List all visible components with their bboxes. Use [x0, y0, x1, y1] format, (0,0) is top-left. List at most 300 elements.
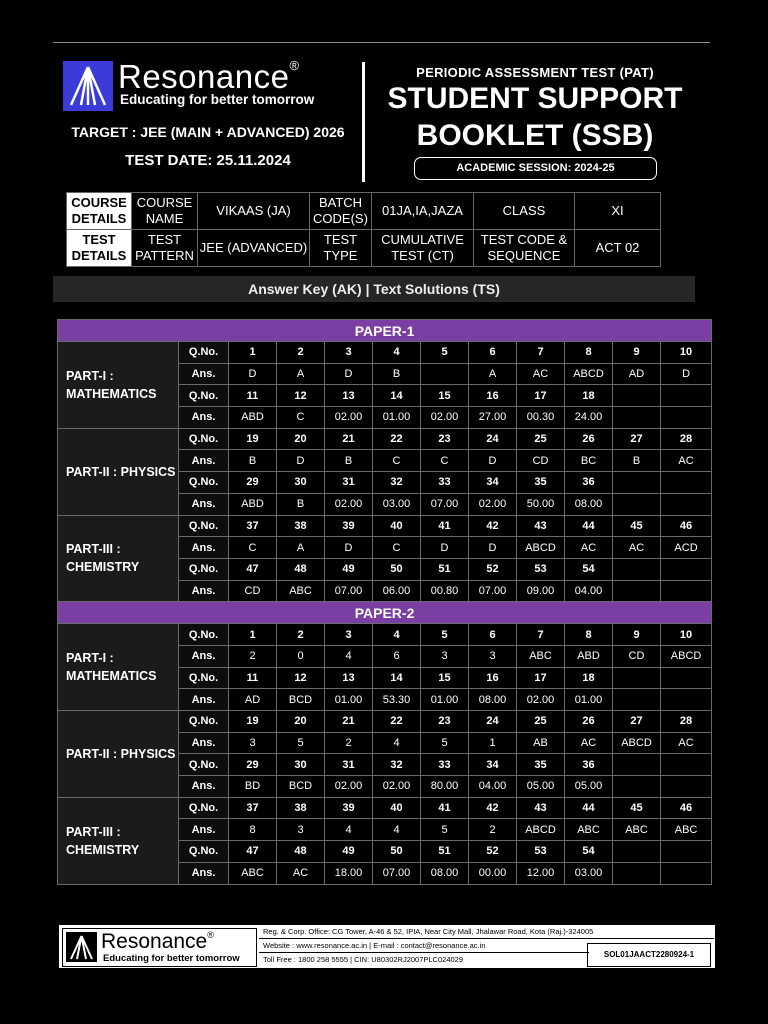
- answer-cell: 05.00: [517, 776, 565, 798]
- ans-label: Ans.: [179, 732, 229, 754]
- answer-cell: [661, 776, 712, 798]
- question-number-cell: 30: [277, 472, 325, 494]
- question-number-cell: 32: [373, 472, 421, 494]
- answer-cell: 07.00: [373, 862, 421, 884]
- answer-cell: [661, 689, 712, 711]
- answer-cell: 2: [325, 732, 373, 754]
- answer-cell: ABCD: [661, 645, 712, 667]
- paper-header-row: [58, 602, 712, 624]
- answer-cell: AB: [517, 732, 565, 754]
- answer-cell: D: [469, 450, 517, 472]
- answer-cell: 01.00: [373, 407, 421, 429]
- question-number-cell: 41: [421, 797, 469, 819]
- question-number-cell: 36: [565, 754, 613, 776]
- answer-cell: 00.00: [469, 862, 517, 884]
- question-number-cell: 37: [229, 515, 277, 537]
- answer-cell: B: [613, 450, 661, 472]
- question-number-cell: 9: [613, 342, 661, 364]
- qno-label: Q.No.: [179, 667, 229, 689]
- ans-label: Ans.: [179, 580, 229, 602]
- question-number-cell: 21: [325, 711, 373, 733]
- question-number-cell: 6: [469, 624, 517, 646]
- question-number-cell: 24: [469, 711, 517, 733]
- answer-cell: [613, 493, 661, 515]
- answer-cell: AC: [565, 732, 613, 754]
- answer-cell: 53.30: [373, 689, 421, 711]
- question-number-cell: 15: [421, 667, 469, 689]
- answer-cell: ABCD: [613, 732, 661, 754]
- qno-label: Q.No.: [179, 558, 229, 580]
- footer-web: Website : www.resonance.ac.in | E-mail : contact@resonance.ac.in: [259, 939, 589, 953]
- answer-cell: ABC: [517, 645, 565, 667]
- qno-label: Q.No.: [179, 711, 229, 733]
- question-number-cell: 1: [229, 624, 277, 646]
- ans-label: Ans.: [179, 450, 229, 472]
- question-number-cell: 5: [421, 624, 469, 646]
- answer-cell: 02.00: [469, 493, 517, 515]
- details-cell: 01JA,IA,JAZA: [372, 193, 474, 230]
- question-number-cell: 29: [229, 472, 277, 494]
- answer-key-banner: Answer Key (AK) | Text Solutions (TS): [53, 276, 695, 302]
- question-number-cell: 41: [421, 515, 469, 537]
- question-number-cell: 37: [229, 797, 277, 819]
- question-number-cell: 8: [565, 342, 613, 364]
- answer-cell: 02.00: [373, 776, 421, 798]
- question-number-cell: 20: [277, 428, 325, 450]
- answer-cell: 04.00: [565, 580, 613, 602]
- answer-cell: A: [277, 363, 325, 385]
- question-number-cell: 35: [517, 472, 565, 494]
- question-number-cell: 23: [421, 711, 469, 733]
- question-number-cell: 51: [421, 558, 469, 580]
- answer-cell: 08.00: [565, 493, 613, 515]
- qno-label: Q.No.: [179, 385, 229, 407]
- question-number-cell: 3: [325, 624, 373, 646]
- answer-cell: C: [373, 450, 421, 472]
- pat-heading: PERIODIC ASSESSMENT TEST (PAT): [416, 65, 654, 80]
- part-label: PART-III : CHEMISTRY: [58, 515, 179, 602]
- answer-cell: 03.00: [565, 862, 613, 884]
- answer-cell: AD: [229, 689, 277, 711]
- details-cell: ACT 02: [575, 230, 661, 267]
- target-exam: TARGET : JEE (MAIN + ADVANCED) 2026: [71, 124, 345, 140]
- question-number-cell: 51: [421, 841, 469, 863]
- question-number-cell: 49: [325, 558, 373, 580]
- answer-cell: 80.00: [421, 776, 469, 798]
- qno-label: Q.No.: [179, 624, 229, 646]
- answer-cell: [661, 580, 712, 602]
- ans-label: Ans.: [179, 776, 229, 798]
- answer-cell: 07.00: [469, 580, 517, 602]
- question-number-cell: 11: [229, 667, 277, 689]
- answer-cell: 3: [277, 819, 325, 841]
- question-number-cell: 26: [565, 428, 613, 450]
- answer-cell: 5: [421, 819, 469, 841]
- qno-label: Q.No.: [179, 754, 229, 776]
- answer-cell: 08.00: [469, 689, 517, 711]
- question-number-cell: 26: [565, 711, 613, 733]
- question-number-cell: [661, 385, 712, 407]
- answer-cell: 50.00: [517, 493, 565, 515]
- answer-cell: ABCD: [517, 819, 565, 841]
- details-cell: CLASS: [474, 193, 575, 230]
- answer-cell: 09.00: [517, 580, 565, 602]
- ans-label: Ans.: [179, 407, 229, 429]
- question-number-cell: 28: [661, 711, 712, 733]
- header-divider: [362, 62, 365, 182]
- answer-cell: ABC: [613, 819, 661, 841]
- resonance-logo-icon: [63, 61, 113, 111]
- question-number-cell: 4: [373, 624, 421, 646]
- answer-cell: AC: [565, 537, 613, 559]
- answer-cell: [661, 493, 712, 515]
- paper-header-row: [58, 320, 712, 342]
- question-number-cell: 38: [277, 515, 325, 537]
- answer-cell: 5: [277, 732, 325, 754]
- question-number-cell: 18: [565, 385, 613, 407]
- answer-cell: 01.00: [565, 689, 613, 711]
- question-number-cell: 18: [565, 667, 613, 689]
- answer-cell: 00.80: [421, 580, 469, 602]
- answer-cell: 07.00: [325, 580, 373, 602]
- question-number-row: [58, 797, 712, 819]
- answer-cell: D: [325, 537, 373, 559]
- question-number-cell: 3: [325, 342, 373, 364]
- footer-logo: [62, 928, 257, 967]
- resonance-logo-icon: [66, 932, 97, 962]
- answer-cell: 03.00: [373, 493, 421, 515]
- answer-cell: AC: [277, 862, 325, 884]
- answer-cell: ABC: [565, 819, 613, 841]
- question-number-cell: 33: [421, 472, 469, 494]
- top-rule: [53, 42, 710, 43]
- question-number-cell: 30: [277, 754, 325, 776]
- answer-cell: 6: [373, 645, 421, 667]
- question-number-cell: 1: [229, 342, 277, 364]
- details-cell: BATCH CODE(S): [310, 193, 372, 230]
- ans-label: Ans.: [179, 645, 229, 667]
- answer-cell: 3: [469, 645, 517, 667]
- answer-cell: 02.00: [421, 407, 469, 429]
- question-number-cell: 20: [277, 711, 325, 733]
- answer-cell: BD: [229, 776, 277, 798]
- question-number-cell: 40: [373, 797, 421, 819]
- question-number-cell: 43: [517, 797, 565, 819]
- qno-label: Q.No.: [179, 472, 229, 494]
- answer-cell: [661, 407, 712, 429]
- question-number-cell: [613, 754, 661, 776]
- question-number-cell: 11: [229, 385, 277, 407]
- question-number-cell: 49: [325, 841, 373, 863]
- qno-label: Q.No.: [179, 342, 229, 364]
- question-number-cell: 2: [277, 624, 325, 646]
- paper-title: PAPER-2: [58, 602, 712, 624]
- ans-label: Ans.: [179, 862, 229, 884]
- answer-cell: C: [421, 450, 469, 472]
- details-cell: VIKAAS (JA): [198, 193, 310, 230]
- question-number-cell: 35: [517, 754, 565, 776]
- question-number-cell: 13: [325, 385, 373, 407]
- question-number-cell: 9: [613, 624, 661, 646]
- question-number-cell: 19: [229, 428, 277, 450]
- question-number-cell: 17: [517, 385, 565, 407]
- question-number-cell: 12: [277, 385, 325, 407]
- question-number-cell: 19: [229, 711, 277, 733]
- question-number-row: [58, 342, 712, 364]
- question-number-cell: 7: [517, 624, 565, 646]
- qno-label: Q.No.: [179, 515, 229, 537]
- answer-cell: 4: [373, 732, 421, 754]
- answer-cell: 01.00: [325, 689, 373, 711]
- question-number-cell: 10: [661, 624, 712, 646]
- question-number-cell: 28: [661, 428, 712, 450]
- answer-cell: 2: [469, 819, 517, 841]
- details-cell: JEE (ADVANCED): [198, 230, 310, 267]
- answer-cell: ABD: [565, 645, 613, 667]
- question-number-cell: 27: [613, 428, 661, 450]
- answer-cell: B: [277, 493, 325, 515]
- answer-cell: 06.00: [373, 580, 421, 602]
- question-number-cell: 24: [469, 428, 517, 450]
- answer-cell: 00.30: [517, 407, 565, 429]
- answer-cell: 1: [469, 732, 517, 754]
- answer-cell: 2: [229, 645, 277, 667]
- footer-tagline: Educating for better tomorrow: [103, 953, 240, 964]
- footer-office: Reg. & Corp. Office: CG Tower, A-46 & 52, IPIA, Near City Mall, Jhalawar Road, Kota (Raj.)-324005: [259, 925, 714, 939]
- details-cell: COURSE NAME: [132, 193, 198, 230]
- answer-cell: B: [373, 363, 421, 385]
- question-number-cell: 31: [325, 472, 373, 494]
- answer-cell: 0: [277, 645, 325, 667]
- question-number-cell: 27: [613, 711, 661, 733]
- question-number-cell: 34: [469, 472, 517, 494]
- answer-cell: 08.00: [421, 862, 469, 884]
- question-number-cell: 45: [613, 797, 661, 819]
- answer-cell: A: [469, 363, 517, 385]
- answer-cell: D: [229, 363, 277, 385]
- question-number-cell: 50: [373, 841, 421, 863]
- answer-cell: C: [229, 537, 277, 559]
- question-number-cell: 34: [469, 754, 517, 776]
- ans-label: Ans.: [179, 689, 229, 711]
- answer-cell: 07.00: [421, 493, 469, 515]
- answer-cell: ABCD: [565, 363, 613, 385]
- question-number-cell: 39: [325, 515, 373, 537]
- solution-code: SOL01JAACT2280924-1: [587, 943, 711, 967]
- question-number-cell: 14: [373, 385, 421, 407]
- qno-label: Q.No.: [179, 797, 229, 819]
- answer-cell: 3: [421, 645, 469, 667]
- part-label: PART-III : CHEMISTRY: [58, 797, 179, 884]
- answer-cell: [613, 407, 661, 429]
- footer: [59, 925, 715, 968]
- question-number-cell: [661, 558, 712, 580]
- answer-cell: AC: [613, 537, 661, 559]
- answer-cell: BCD: [277, 776, 325, 798]
- question-number-row: [58, 515, 712, 537]
- question-number-cell: [661, 841, 712, 863]
- answer-cell: CD: [613, 645, 661, 667]
- answer-cell: D: [661, 363, 712, 385]
- question-number-row: [58, 428, 712, 450]
- part-label: PART-II : PHYSICS: [58, 428, 179, 515]
- answer-cell: 3: [229, 732, 277, 754]
- answer-cell: 02.00: [325, 493, 373, 515]
- question-number-cell: 13: [325, 667, 373, 689]
- answer-cell: 27.00: [469, 407, 517, 429]
- question-number-cell: 48: [277, 558, 325, 580]
- answer-cell: 02.00: [325, 407, 373, 429]
- ans-label: Ans.: [179, 537, 229, 559]
- answer-cell: AD: [613, 363, 661, 385]
- question-number-cell: 46: [661, 515, 712, 537]
- academic-session-badge: ACADEMIC SESSION: 2024-25: [414, 157, 657, 180]
- answer-cell: C: [373, 537, 421, 559]
- question-number-cell: 8: [565, 624, 613, 646]
- question-number-cell: 12: [277, 667, 325, 689]
- question-number-cell: 50: [373, 558, 421, 580]
- question-number-cell: 22: [373, 428, 421, 450]
- question-number-cell: 16: [469, 385, 517, 407]
- details-cell: TEST PATTERN: [132, 230, 198, 267]
- answer-cell: AC: [517, 363, 565, 385]
- answer-cell: AC: [661, 732, 712, 754]
- question-number-cell: 40: [373, 515, 421, 537]
- answer-cell: B: [325, 450, 373, 472]
- answer-cell: AC: [661, 450, 712, 472]
- answer-cell: ABD: [229, 407, 277, 429]
- question-number-cell: 48: [277, 841, 325, 863]
- question-number-cell: 54: [565, 558, 613, 580]
- answer-cell: C: [277, 407, 325, 429]
- question-number-cell: 42: [469, 797, 517, 819]
- answer-cell: 12.00: [517, 862, 565, 884]
- question-number-cell: 21: [325, 428, 373, 450]
- ans-label: Ans.: [179, 819, 229, 841]
- answer-cell: [421, 363, 469, 385]
- answer-cell: 02.00: [325, 776, 373, 798]
- question-number-cell: 6: [469, 342, 517, 364]
- ans-label: Ans.: [179, 493, 229, 515]
- answer-cell: D: [277, 450, 325, 472]
- question-number-cell: [661, 667, 712, 689]
- question-number-cell: [661, 472, 712, 494]
- question-number-cell: 15: [421, 385, 469, 407]
- question-number-cell: 47: [229, 558, 277, 580]
- question-number-cell: 17: [517, 667, 565, 689]
- answer-cell: D: [325, 363, 373, 385]
- qno-label: Q.No.: [179, 841, 229, 863]
- answer-cell: BC: [565, 450, 613, 472]
- question-number-cell: 54: [565, 841, 613, 863]
- question-number-cell: 43: [517, 515, 565, 537]
- answer-cell: ABCD: [517, 537, 565, 559]
- answer-cell: 04.00: [469, 776, 517, 798]
- answer-cell: B: [229, 450, 277, 472]
- brand-name: Resonance®: [118, 58, 300, 95]
- answer-key-table: [57, 319, 712, 885]
- part-label: PART-I : MATHEMATICS: [58, 342, 179, 429]
- question-number-cell: 39: [325, 797, 373, 819]
- part-label: PART-I : MATHEMATICS: [58, 624, 179, 711]
- footer-info: [259, 925, 715, 968]
- course-details-table: [66, 192, 661, 267]
- answer-cell: D: [469, 537, 517, 559]
- question-number-cell: 10: [661, 342, 712, 364]
- answer-cell: 24.00: [565, 407, 613, 429]
- question-number-cell: 53: [517, 841, 565, 863]
- question-number-cell: [613, 472, 661, 494]
- question-number-cell: 53: [517, 558, 565, 580]
- answer-cell: 05.00: [565, 776, 613, 798]
- answer-cell: ABC: [661, 819, 712, 841]
- question-number-cell: 14: [373, 667, 421, 689]
- paper-title: PAPER-1: [58, 320, 712, 342]
- question-number-cell: 16: [469, 667, 517, 689]
- question-number-cell: [613, 667, 661, 689]
- question-number-cell: 44: [565, 515, 613, 537]
- answer-cell: ABC: [277, 580, 325, 602]
- answer-cell: CD: [517, 450, 565, 472]
- answer-cell: ACD: [661, 537, 712, 559]
- answer-cell: 4: [325, 819, 373, 841]
- qno-label: Q.No.: [179, 428, 229, 450]
- footer-brand-name: Resonance®: [101, 930, 214, 953]
- answer-cell: 01.00: [421, 689, 469, 711]
- details-cell: XI: [575, 193, 661, 230]
- question-number-cell: 23: [421, 428, 469, 450]
- question-number-cell: 46: [661, 797, 712, 819]
- question-number-cell: 38: [277, 797, 325, 819]
- answer-cell: 4: [325, 645, 373, 667]
- ans-label: Ans.: [179, 363, 229, 385]
- details-cell: CUMULATIVE TEST (CT): [372, 230, 474, 267]
- answer-cell: [613, 776, 661, 798]
- answer-cell: A: [277, 537, 325, 559]
- answer-cell: [661, 862, 712, 884]
- question-number-cell: 29: [229, 754, 277, 776]
- part-label: PART-II : PHYSICS: [58, 711, 179, 798]
- details-cell: TEST CODE & SEQUENCE: [474, 230, 575, 267]
- question-number-cell: 52: [469, 558, 517, 580]
- question-number-cell: 45: [613, 515, 661, 537]
- answer-cell: ABC: [229, 862, 277, 884]
- question-number-cell: 5: [421, 342, 469, 364]
- question-number-cell: [613, 385, 661, 407]
- answer-cell: D: [421, 537, 469, 559]
- details-cell: TEST TYPE: [310, 230, 372, 267]
- question-number-cell: 4: [373, 342, 421, 364]
- answer-cell: [613, 580, 661, 602]
- question-number-cell: [613, 841, 661, 863]
- title-line-1: STUDENT SUPPORT: [387, 82, 683, 115]
- answer-cell: 8: [229, 819, 277, 841]
- answer-cell: [613, 689, 661, 711]
- question-number-cell: 42: [469, 515, 517, 537]
- question-number-cell: 25: [517, 711, 565, 733]
- answer-cell: 4: [373, 819, 421, 841]
- answer-cell: CD: [229, 580, 277, 602]
- details-cell: TEST DETAILS: [67, 230, 132, 267]
- answer-cell: ABD: [229, 493, 277, 515]
- question-number-cell: [661, 754, 712, 776]
- footer-tollfree: Toll Free : 1800 258 5555 | CIN: U80302RJ2007PLC024029: [263, 955, 463, 964]
- question-number-cell: 44: [565, 797, 613, 819]
- question-number-cell: 32: [373, 754, 421, 776]
- question-number-cell: 31: [325, 754, 373, 776]
- details-cell: COURSE DETAILS: [67, 193, 132, 230]
- answer-cell: 18.00: [325, 862, 373, 884]
